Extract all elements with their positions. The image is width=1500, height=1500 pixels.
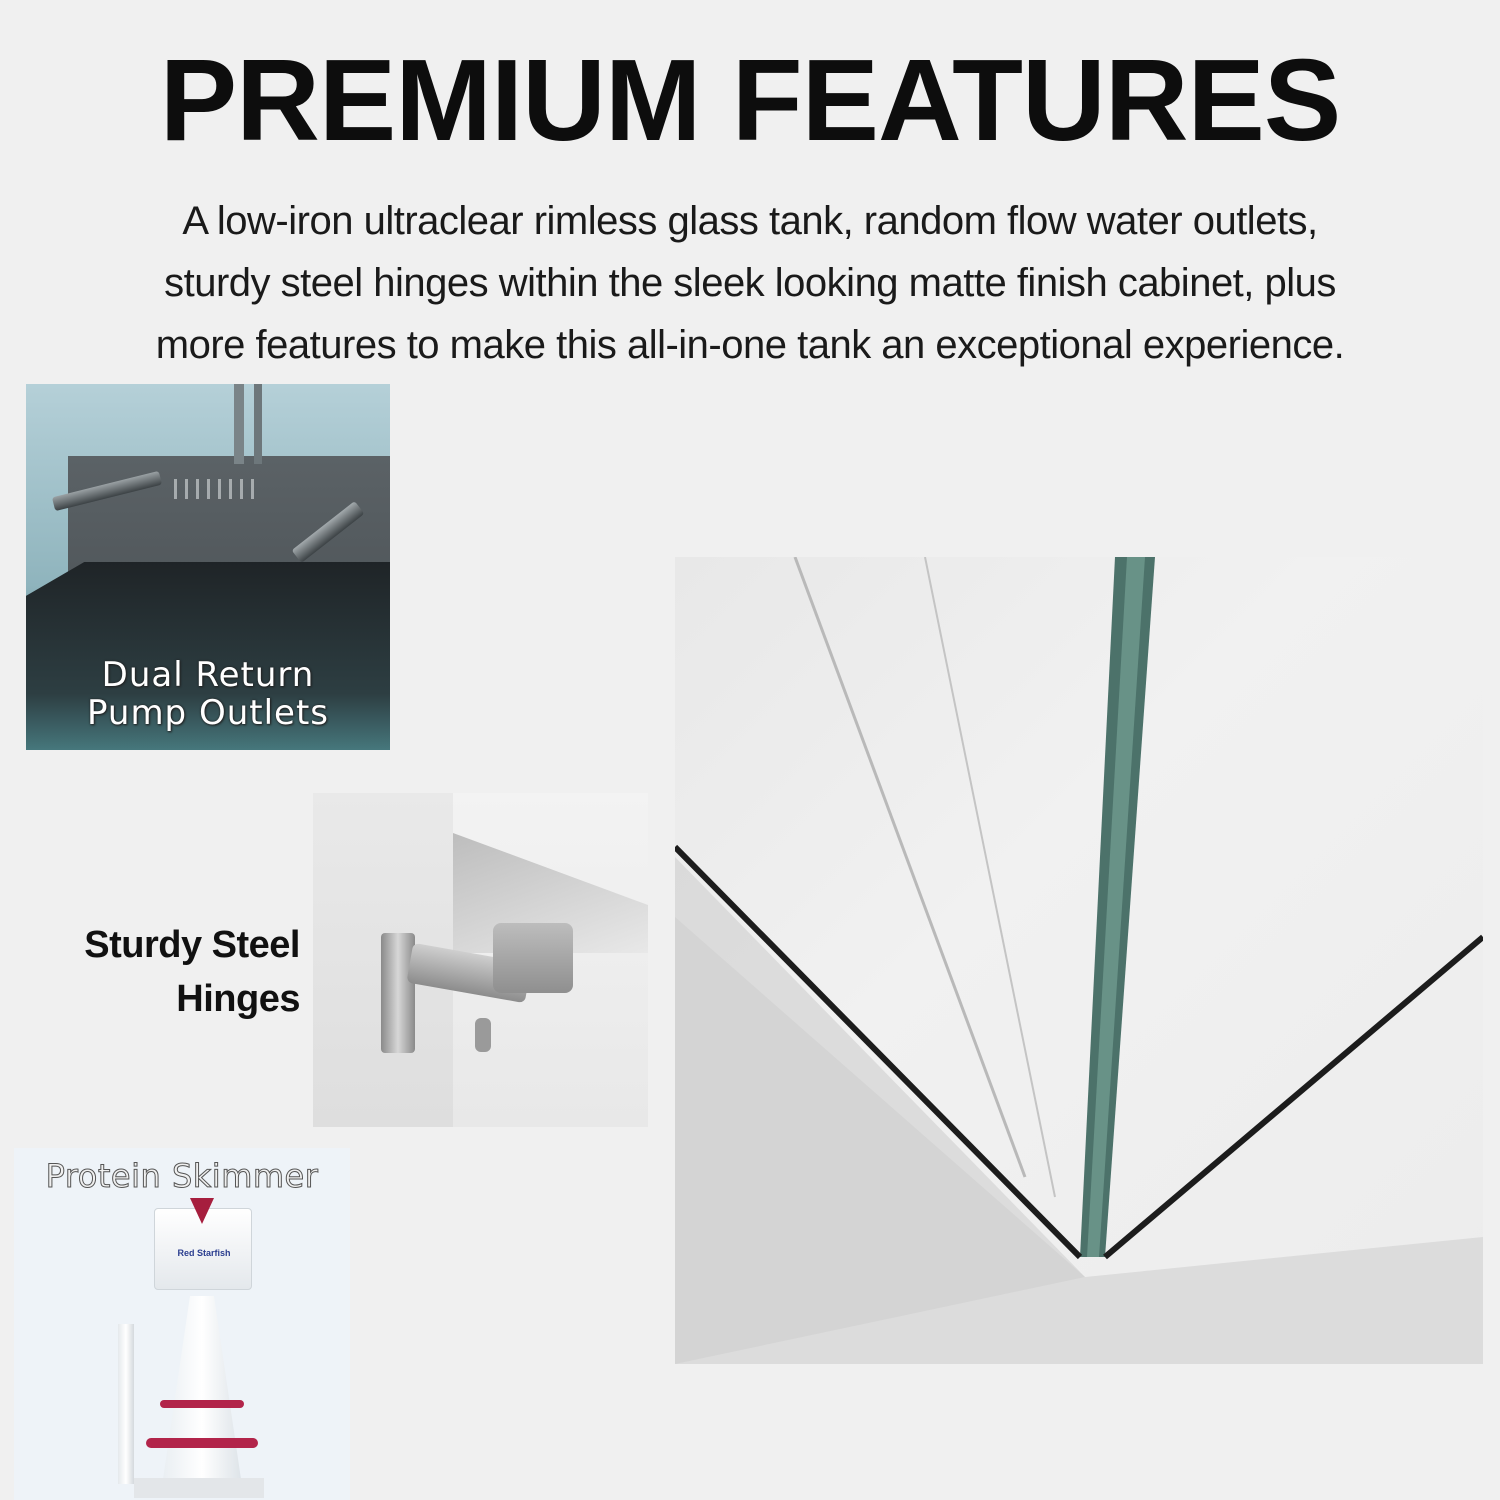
return-outlets-caption-line-1: Dual Return [101, 655, 315, 695]
skimmer-ring-upper [160, 1400, 244, 1408]
description-line-2: sturdy steel hinges within the sleek looking matte finish cabinet, plus [164, 261, 1336, 305]
page-title: PREMIUM FEATURES [159, 35, 1341, 165]
return-outlets-caption-line-2: Pump Outlets [86, 693, 329, 733]
hinges-caption [40, 918, 300, 1026]
hinge-plate [381, 933, 415, 1053]
hinges-caption-line-2: Hinges [176, 978, 300, 1020]
description-line-1: A low-iron ultraclear rimless glass tank, random flow water outlets, [182, 199, 1318, 243]
skimmer-caption: Protein Skimmer [45, 1157, 319, 1195]
hinge-damper [475, 1018, 491, 1052]
feature-description [80, 190, 1420, 376]
hinge-photo [313, 793, 648, 1127]
hinges-caption-line-1: Sturdy Steel [84, 924, 300, 966]
glass-reflection-line [925, 557, 1055, 1197]
glass-left-shade [675, 857, 1085, 1364]
return-outlets-caption [26, 656, 390, 732]
glass-corner-photo [675, 557, 1483, 1364]
return-pipe-secondary [254, 384, 262, 464]
glass-right-bottom-edge [1105, 937, 1483, 1257]
description-line-3: more features to make this all-in-one tank an exceptional experience. [155, 323, 1345, 367]
skimmer-ring-lower [146, 1438, 258, 1448]
skimmer-base [134, 1478, 264, 1498]
skimmer-photo [14, 1148, 350, 1500]
glass-corner-graphic [675, 557, 1483, 1364]
return-pipe [234, 384, 244, 464]
return-outlets-photo [26, 384, 390, 750]
skimmer-pipe [118, 1324, 134, 1484]
skimmer-cone [162, 1296, 242, 1486]
hinge-cup [493, 923, 573, 993]
overflow-slots [174, 479, 260, 499]
skimmer-brand-logo: Red Starfish [177, 1248, 231, 1258]
